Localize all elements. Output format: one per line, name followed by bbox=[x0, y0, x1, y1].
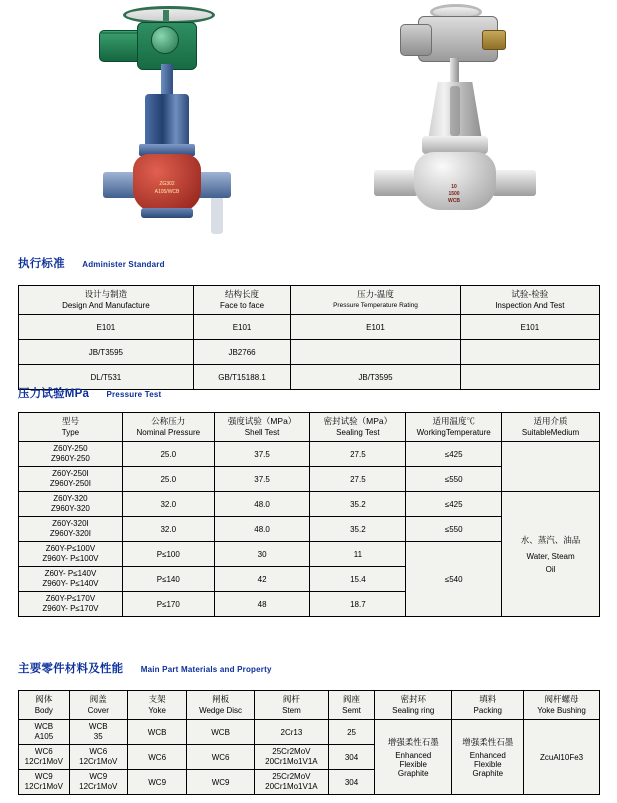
cell-temp: ≤550 bbox=[406, 467, 502, 492]
cell-seat: 304 bbox=[329, 770, 375, 795]
cell-nominal: 32.0 bbox=[122, 517, 214, 542]
cell-pressure-3: JB/T3595 bbox=[291, 365, 460, 390]
cell-seat: 25 bbox=[329, 720, 375, 745]
marking-line-2: A105/WCB bbox=[154, 189, 180, 195]
cell-temp: ≤425 bbox=[406, 442, 502, 467]
cell-stem: 25Cr2MoV 20Cr1Mo1V1A bbox=[254, 770, 328, 795]
cell-temp-merged: ≤540 bbox=[406, 542, 502, 617]
cell-type: Z60Y-P≤100V Z960Y- P≤100V bbox=[19, 542, 123, 567]
table-row bbox=[19, 340, 600, 365]
cell-type: Z60Y-320 Z960Y-320 bbox=[19, 492, 123, 517]
table-row bbox=[19, 720, 600, 745]
cell-face-3: GB/T15188.1 bbox=[193, 365, 291, 390]
valve-stem bbox=[161, 64, 173, 98]
section-heading-cn: 执行标准 bbox=[18, 258, 65, 270]
cell-sealing: 35.2 bbox=[310, 492, 406, 517]
section-heading-pressure-test bbox=[18, 385, 161, 401]
marking-line-1: 10 bbox=[451, 184, 457, 190]
cell-sealing: 35.2 bbox=[310, 517, 406, 542]
outlet-pipe bbox=[197, 172, 231, 198]
cell-suitable-medium: 水、蒸汽、油品 Water, Steam Oil bbox=[502, 492, 600, 617]
header-inspection-test: 试验-检验 Inspection And Test bbox=[460, 286, 599, 315]
header-shell-test: 强度试验（MPa） Shell Test bbox=[214, 413, 310, 442]
valve-stem bbox=[450, 58, 459, 86]
cell-wedge: WC9 bbox=[187, 770, 254, 795]
cell-cover: WC9 12Cr1MoV bbox=[69, 770, 127, 795]
marking-line-3: WCB bbox=[448, 198, 460, 204]
header-nominal-pressure: 公称压力 Nominal Pressure bbox=[122, 413, 214, 442]
cell-design-2: JB/T3595 bbox=[19, 340, 194, 365]
outlet-pipe bbox=[492, 170, 536, 196]
cell-body: WCB A105 bbox=[19, 720, 70, 745]
section-heading-cn: 压力试验MPa bbox=[18, 388, 90, 400]
cell-cover: WC6 12Cr1MoV bbox=[69, 745, 127, 770]
header-sealing-test: 密封试验（MPa） Sealing Test bbox=[310, 413, 406, 442]
cell-cover: WCB 35 bbox=[69, 720, 127, 745]
cell-nominal: 25.0 bbox=[122, 442, 214, 467]
actuator-motor bbox=[400, 24, 432, 56]
cell-yoke: WC6 bbox=[127, 745, 186, 770]
cell-type: Z60Y-320I Z960Y-320I bbox=[19, 517, 123, 542]
cell-inspection-3 bbox=[460, 365, 599, 390]
section-heading-en: Pressure Test bbox=[106, 390, 162, 399]
marking-line-2: 1500 bbox=[448, 191, 460, 197]
pressure-test-table bbox=[18, 412, 600, 617]
cell-yoke: WCB bbox=[127, 720, 186, 745]
right-valve-illustration bbox=[370, 2, 550, 242]
cell-yoke: WC9 bbox=[127, 770, 186, 795]
cell-packing: 增强柔性石墨 Enhanced Flexible Graphite bbox=[452, 720, 524, 795]
cell-sealing: 27.5 bbox=[310, 467, 406, 492]
cell-nominal: 32.0 bbox=[122, 492, 214, 517]
terminal-box bbox=[482, 30, 506, 50]
cell-face-1: E101 bbox=[193, 315, 291, 340]
cell-temp: ≤550 bbox=[406, 517, 502, 542]
table-row bbox=[19, 442, 600, 467]
cell-sealing-ring: 增强柔性石墨 Enhanced Flexible Graphite bbox=[375, 720, 452, 795]
header-yoke-bushing: 阀杆螺母 Yoke Bushing bbox=[524, 691, 600, 720]
cell-nominal: 25.0 bbox=[122, 467, 214, 492]
cell-shell: 48.0 bbox=[214, 492, 310, 517]
header-stem: 阀杆 Stem bbox=[254, 691, 328, 720]
table-row bbox=[19, 492, 600, 517]
header-cover: 阀盖 Cover bbox=[69, 691, 127, 720]
cell-body: WC9 12Cr1MoV bbox=[19, 770, 70, 795]
cell-yoke-bushing: ZcuAl10Fe3 bbox=[524, 720, 600, 795]
section-heading-main-part-materials bbox=[18, 660, 272, 676]
cell-sealing: 11 bbox=[310, 542, 406, 567]
section-heading-administer-standard bbox=[18, 255, 165, 271]
cell-wedge: WC6 bbox=[187, 745, 254, 770]
product-photos bbox=[0, 0, 617, 245]
cell-sealing: 15.4 bbox=[310, 567, 406, 592]
cell-type: Z60Y-P≤170V Z960Y- P≤170V bbox=[19, 592, 123, 617]
cell-shell: 48 bbox=[214, 592, 310, 617]
table-header-row bbox=[19, 413, 600, 442]
header-yoke: 支架 Yoke bbox=[127, 691, 186, 720]
cell-inspection-1: E101 bbox=[460, 315, 599, 340]
header-type: 型号 Type bbox=[19, 413, 123, 442]
cell-wedge: WCB bbox=[187, 720, 254, 745]
cell-pressure-2 bbox=[291, 340, 460, 365]
section-heading-en: Administer Standard bbox=[82, 260, 165, 269]
header-body: 阀体 Body bbox=[19, 691, 70, 720]
cell-type: Z60Y-250 Z960Y-250 bbox=[19, 442, 123, 467]
cell-type: Z60Y-250I Z960Y-250I bbox=[19, 467, 123, 492]
header-suitable-medium: 适用介质 SuitableMedium bbox=[502, 413, 600, 442]
header-working-temperature: 适用温度℃ WorkingTemperature bbox=[406, 413, 502, 442]
inlet-pipe bbox=[374, 170, 418, 196]
header-sealing-ring: 密封环 Sealing ring bbox=[375, 691, 452, 720]
cell-face-2: JB2766 bbox=[193, 340, 291, 365]
cell-sealing: 18.7 bbox=[310, 592, 406, 617]
cell-nominal: P≤100 bbox=[122, 542, 214, 567]
cell-seat: 304 bbox=[329, 745, 375, 770]
marking-line-1: ZG302 bbox=[159, 181, 175, 187]
cell-type: Z60Y- P≤140V Z960Y- P≤140V bbox=[19, 567, 123, 592]
header-design-manufacture: 设计与制造 Design And Manufacture bbox=[19, 286, 194, 315]
table-header-row bbox=[19, 286, 600, 315]
valve-body-marking bbox=[434, 184, 474, 204]
valve-body-marking bbox=[147, 180, 187, 196]
cell-stem: 25Cr2MoV 20Cr1Mo1V1A bbox=[254, 745, 328, 770]
main-part-materials-table bbox=[18, 690, 600, 795]
table-header-row bbox=[19, 691, 600, 720]
cell-shell: 42 bbox=[214, 567, 310, 592]
cell-shell: 30 bbox=[214, 542, 310, 567]
cell-nominal: P≤140 bbox=[122, 567, 214, 592]
header-packing: 填料 Packing bbox=[452, 691, 524, 720]
valve-base bbox=[141, 208, 193, 218]
inlet-pipe bbox=[103, 172, 137, 198]
header-seat: 阀座 Semt bbox=[329, 691, 375, 720]
cell-sealing: 27.5 bbox=[310, 442, 406, 467]
cell-inspection-2 bbox=[460, 340, 599, 365]
cell-body: WC6 12Cr1MoV bbox=[19, 745, 70, 770]
yoke-slot bbox=[450, 86, 460, 136]
cell-pressure-1: E101 bbox=[291, 315, 460, 340]
cell-shell: 48.0 bbox=[214, 517, 310, 542]
cell-shell: 37.5 bbox=[214, 467, 310, 492]
cell-shell: 37.5 bbox=[214, 442, 310, 467]
cell-medium-blank bbox=[502, 442, 600, 492]
header-pressure-temperature: 压力-温度 Pressure Temperature Rating bbox=[291, 286, 460, 315]
motor-fin bbox=[101, 32, 141, 34]
administer-standard-table bbox=[18, 285, 600, 390]
left-valve-illustration bbox=[95, 2, 255, 242]
header-face-to-face: 结构长度 Face to face bbox=[193, 286, 291, 315]
table-row bbox=[19, 315, 600, 340]
header-wedge-disc: 闸板 Wedge Disc bbox=[187, 691, 254, 720]
cell-design-1: E101 bbox=[19, 315, 194, 340]
cell-stem: 2Cr13 bbox=[254, 720, 328, 745]
section-heading-cn: 主要零件材料及性能 bbox=[18, 663, 124, 675]
valve-yoke bbox=[145, 94, 189, 148]
cell-nominal: P≤170 bbox=[122, 592, 214, 617]
section-heading-en: Main Part Materials and Property bbox=[140, 665, 272, 674]
cell-design-3: DL/T531 bbox=[19, 365, 194, 390]
actuator-knob bbox=[151, 26, 179, 54]
cell-temp: ≤425 bbox=[406, 492, 502, 517]
